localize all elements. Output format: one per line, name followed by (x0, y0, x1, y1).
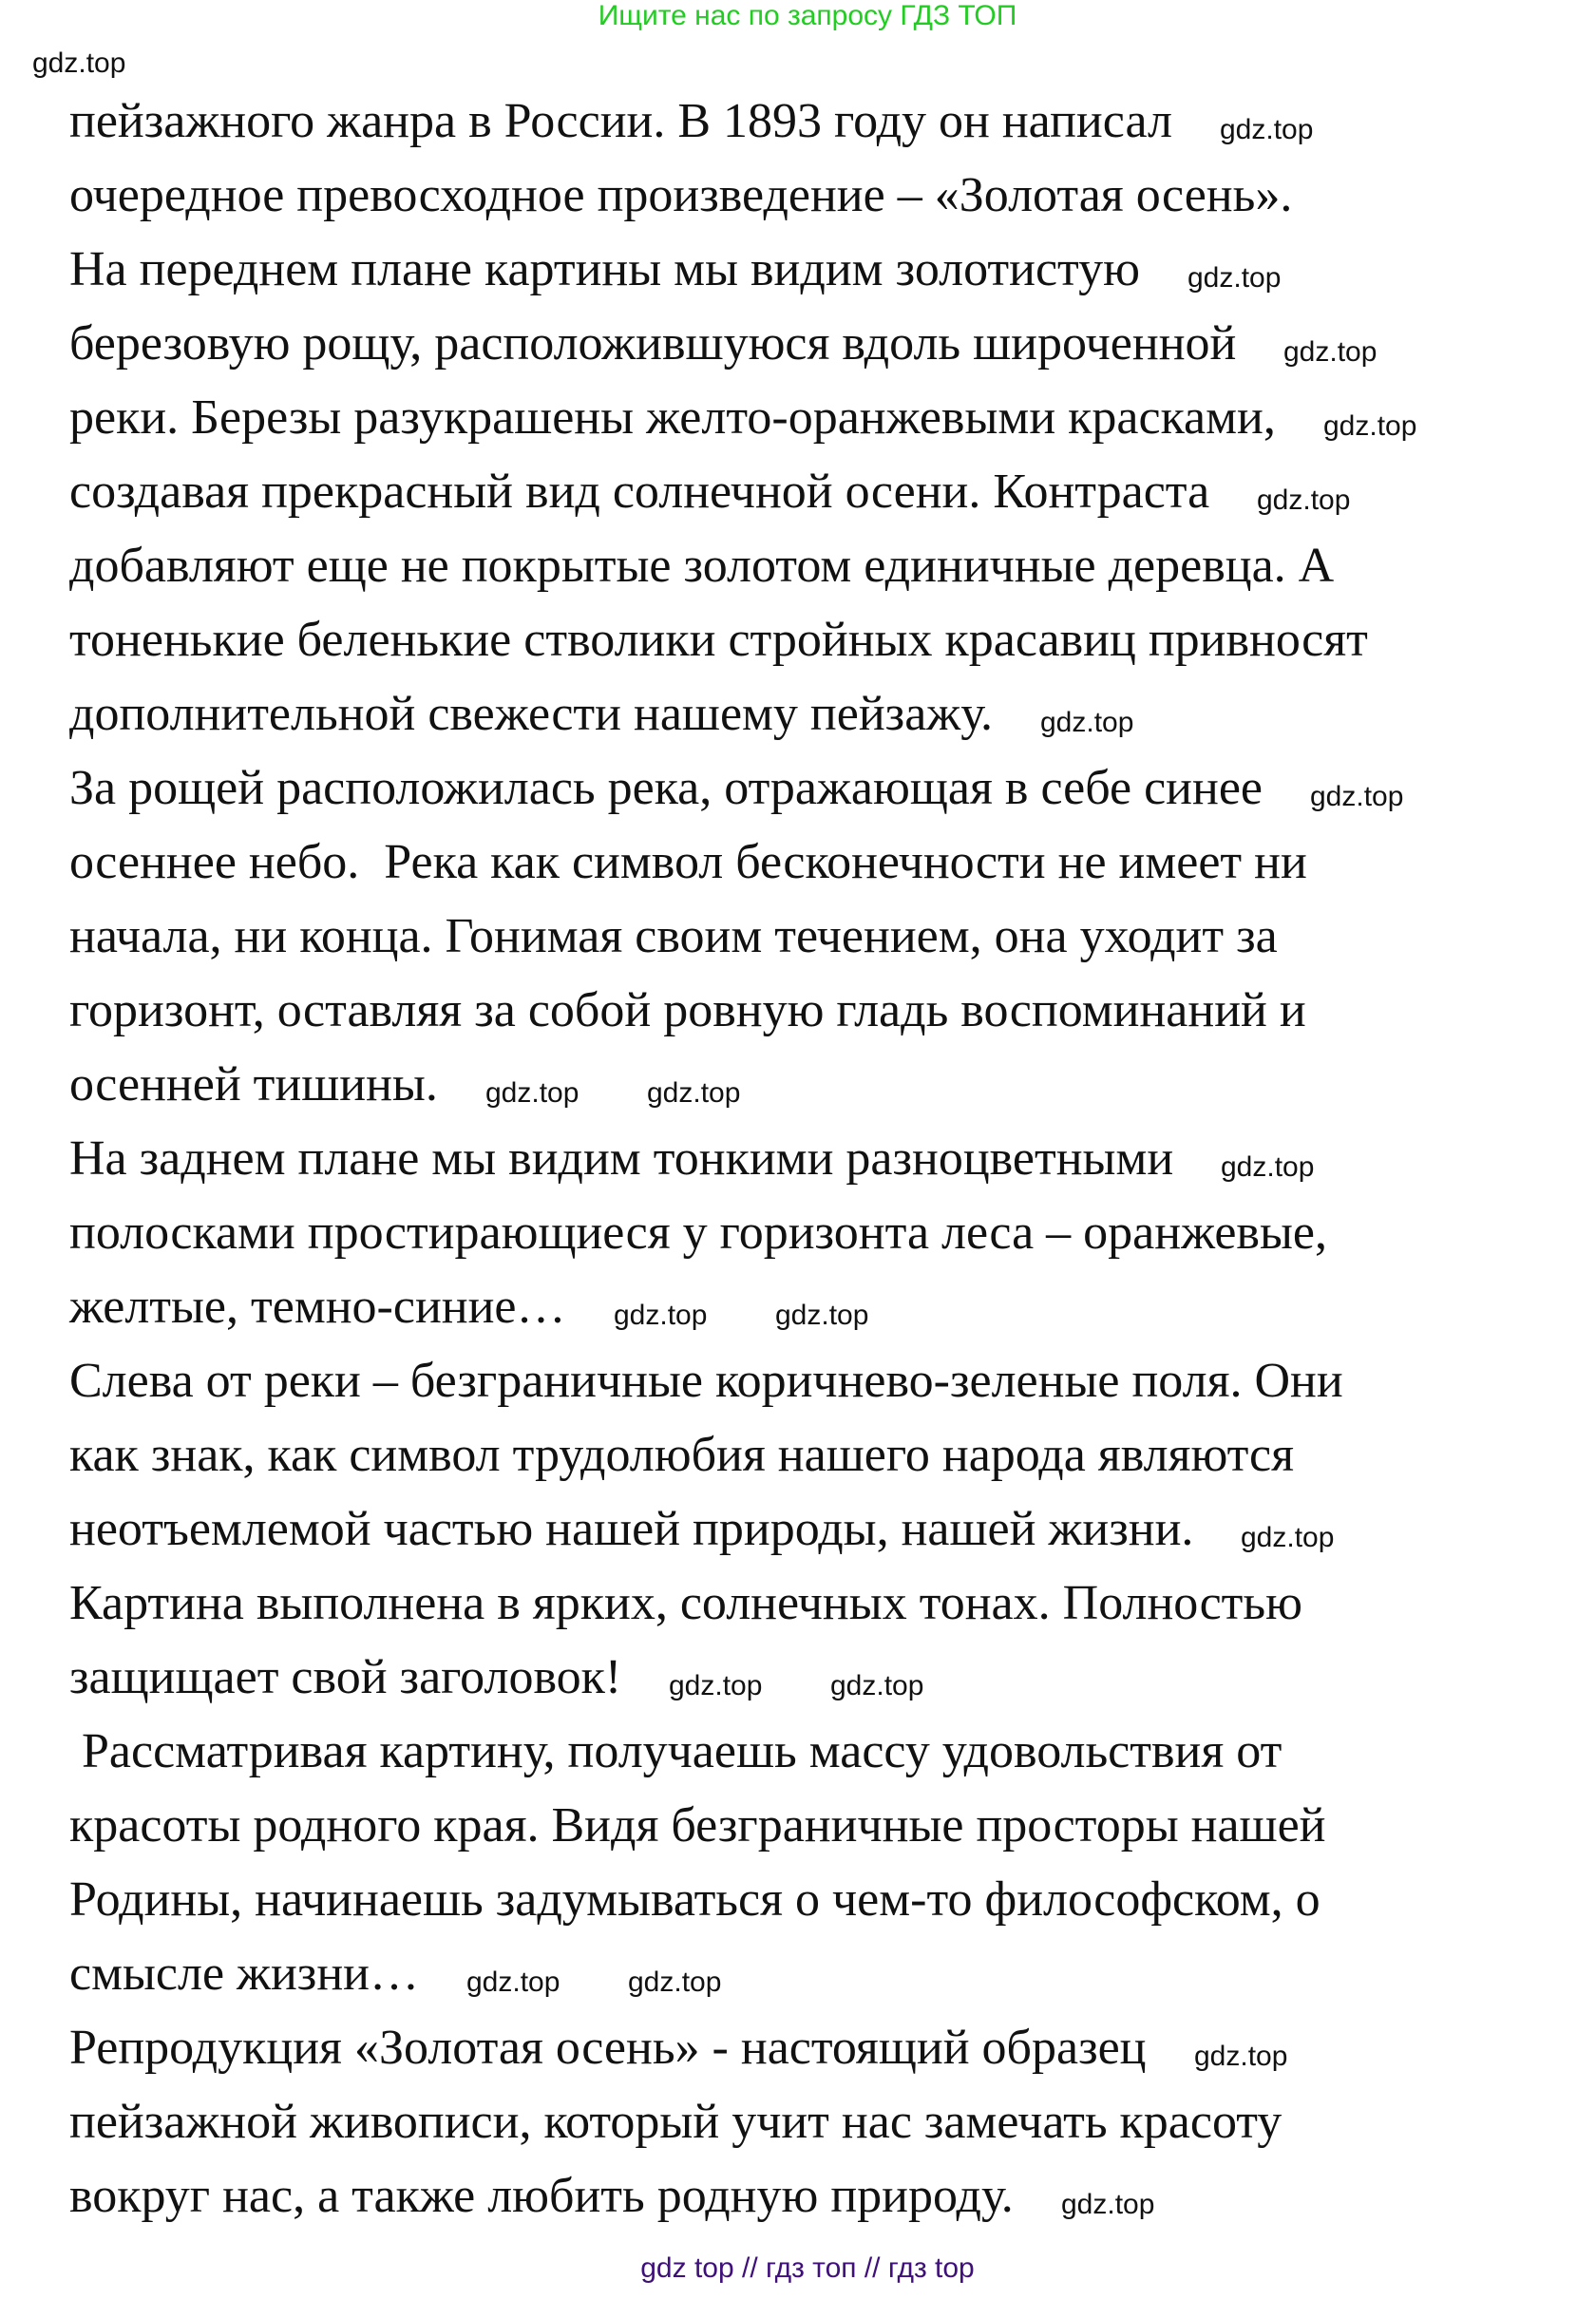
watermark: gdz.top (1221, 1151, 1315, 1183)
search-banner: Ищите нас по запросу ГДЗ ТОП (598, 0, 1017, 31)
text-line: На заднем плане мы видим тонкими разноцветными (69, 1131, 1174, 1186)
text-line: очередное превосходное произведение – «Золотая осень». (69, 168, 1293, 222)
watermark: gdz.top (1220, 114, 1314, 145)
watermark: gdz.top (485, 1077, 580, 1109)
text-line: создавая прекрасный вид солнечной осени. Контраста (69, 465, 1210, 519)
text-line: пейзажного жанра в России. В 1893 году он написал (69, 94, 1172, 148)
text-line: пейзажной живописи, который учит нас замечать красоту (69, 2095, 1282, 2149)
text-line: смысле жизни… (69, 1947, 419, 2001)
watermark: gdz.top (1310, 781, 1404, 812)
watermark: gdz.top (775, 1300, 869, 1331)
text-line: Слева от реки – безграничные коричнево-зеленые поля. Они (69, 1354, 1343, 1408)
watermark: gdz.top (628, 1966, 722, 1998)
text-line: реки. Березы разукрашены желто-оранжевыми красками, (69, 390, 1276, 445)
watermark: gdz.top (32, 48, 126, 79)
watermark: gdz.top (1283, 336, 1378, 368)
text-line: осеннее небо. Река как символ бесконечности не имеет ни (69, 835, 1307, 889)
text-line: осенней тишины. (69, 1057, 438, 1112)
text-line: Родины, начинаешь задумываться о чем-то философском, о (69, 1872, 1320, 1927)
text-line: красоты родного края. Видя безграничные просторы нашей (69, 1798, 1326, 1852)
watermark: gdz.top (647, 1077, 741, 1109)
watermark: gdz.top (1323, 410, 1417, 442)
text-line: полосками простирающиеся у горизонта леса – оранжевые, (69, 1206, 1327, 1260)
watermark: gdz.top (614, 1300, 708, 1331)
watermark: gdz.top (1188, 262, 1282, 294)
text-line: горизонт, оставляя за собой ровную гладь воспоминаний и (69, 983, 1306, 1037)
watermark: gdz.top (830, 1670, 924, 1701)
watermark: gdz.top (1040, 707, 1134, 738)
text-line: начала, ни конца. Гонимая своим течением, она уходит за (69, 909, 1278, 963)
text-line: как знак, как символ трудолюбия нашего народа являются (69, 1428, 1294, 1482)
text-line: тоненькие беленькие стволики стройных красавиц привносят (69, 613, 1368, 667)
watermark: gdz.top (466, 1966, 560, 1998)
text-line: березовую рощу, расположившуюся вдоль широченной (69, 316, 1237, 370)
text-line: желтые, темно-синие… (69, 1280, 566, 1334)
text-line: добавляют еще не покрытые золотом единичные деревца. А (69, 539, 1335, 593)
watermark: gdz.top (1241, 1522, 1335, 1553)
text-line: За рощей расположилась река, отражающая в себе синее (69, 761, 1263, 815)
footer-banner: gdz top // гдз топ // гдз top (640, 2252, 975, 2284)
watermark: gdz.top (1194, 2041, 1288, 2072)
watermark: gdz.top (669, 1670, 763, 1701)
text-line: защищает свой заголовок! (69, 1650, 622, 1704)
text-line: неотъемлемой частью нашей природы, нашей жизни. (69, 1502, 1194, 1556)
text-line: Рассматривая картину, получаешь массу удовольствия от (69, 1724, 1282, 1778)
text-line: Репродукция «Золотая осень» - настоящий образец (69, 2021, 1147, 2075)
watermark: gdz.top (1061, 2189, 1155, 2220)
watermark: gdz.top (1257, 484, 1351, 516)
text-line: Картина выполнена в ярких, солнечных тонах. Полностью (69, 1576, 1302, 1630)
text-line: вокруг нас, а также любить родную природу. (69, 2169, 1014, 2223)
text-line: дополнительной свежести нашему пейзажу. (69, 687, 994, 741)
text-line: На переднем плане картины мы видим золотистую (69, 242, 1140, 296)
